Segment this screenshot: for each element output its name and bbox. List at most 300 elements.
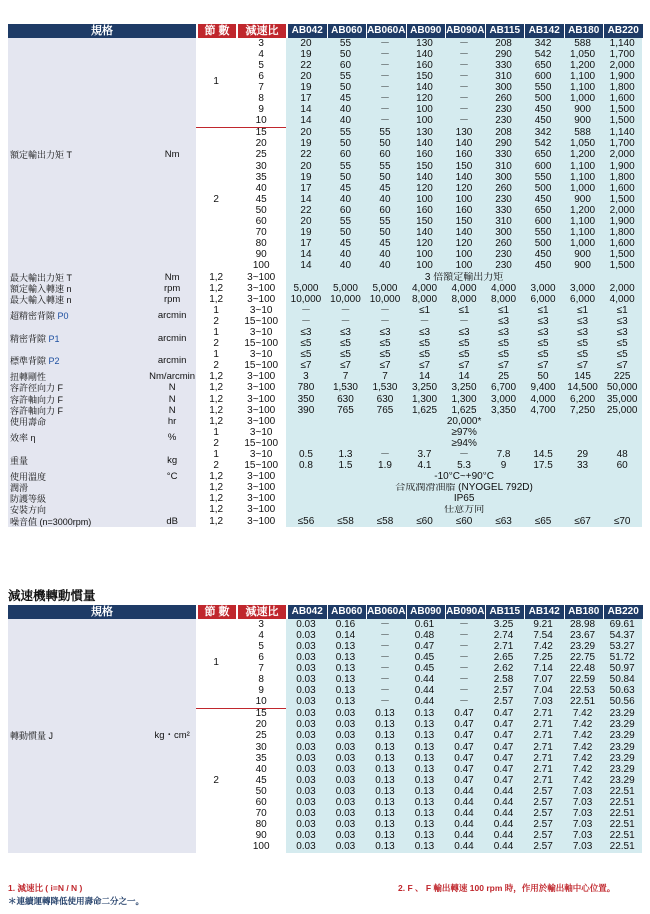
value-cell: 8,000 [484, 294, 524, 305]
value-cell: 0.44 [444, 842, 484, 853]
ratio-cell: 3~10 [236, 350, 286, 361]
value-cell: 0.13 [405, 731, 445, 742]
value-cell: 542 [523, 49, 563, 60]
value-cell: 310 [484, 217, 524, 228]
value-cell: 1,100 [563, 71, 603, 82]
ratio-cell: 45 [236, 775, 286, 786]
value-cell: 260 [484, 93, 524, 104]
value-cell: 20 [286, 71, 326, 82]
value-cell: 1,800 [602, 172, 642, 183]
value-cell: 0.13 [405, 831, 445, 842]
inertia-label: 轉動慣量 J [8, 619, 148, 853]
value-cell: 19 [286, 82, 326, 93]
value-cell: ≤7 [602, 361, 642, 372]
value-cell: 450 [523, 105, 563, 116]
value-cell: 2.71 [523, 720, 563, 731]
value-cell: 55 [326, 71, 366, 82]
value-cell: 1,500 [602, 194, 642, 205]
value-cell: 0.03 [286, 764, 326, 775]
value-cell: 100 [405, 261, 445, 272]
value-cell: 55 [326, 217, 366, 228]
value-cell: 0.03 [326, 708, 366, 720]
value-cell: 2.71 [523, 731, 563, 742]
value-cell: 10,000 [365, 294, 405, 305]
value-cell: 120 [405, 183, 445, 194]
value-cell: 1,600 [602, 239, 642, 250]
value-cell: － [444, 82, 484, 93]
value-cell: ≤3 [365, 327, 405, 338]
stage-cell: 1 [196, 619, 236, 708]
value-cell: 500 [523, 183, 563, 194]
value-cell: ≤5 [326, 339, 366, 350]
value-cell: 650 [523, 60, 563, 71]
value-cell: ≤7 [523, 361, 563, 372]
value-cell: ≤65 [523, 516, 563, 527]
header-model: AB142 [525, 605, 564, 619]
value-cell: － [365, 49, 405, 60]
value-cell: － [444, 652, 484, 663]
value-cell: 2.71 [523, 775, 563, 786]
value-cell: 23.29 [602, 731, 642, 742]
table-row [8, 449, 642, 460]
value-cell: ≤3 [444, 327, 484, 338]
value-cell: 1,000 [563, 239, 603, 250]
stage-cell: 1,2 [196, 394, 236, 405]
value-cell: 23.29 [602, 742, 642, 753]
value-cell: 140 [444, 172, 484, 183]
value-cell: 0.44 [484, 820, 524, 831]
value-cell: 1.5 [326, 461, 366, 472]
value-cell: 1,500 [602, 250, 642, 261]
value-cell: ≤5 [484, 350, 524, 361]
value-cell: ≤3 [484, 316, 524, 327]
backlash-unit: arcmin [148, 350, 196, 372]
value-cell: 1,500 [602, 261, 642, 272]
value-cell: 2.57 [484, 686, 524, 697]
header-model: AB042 [288, 24, 327, 38]
value-cell: 0.13 [405, 708, 445, 720]
value-cell: 7.42 [563, 731, 603, 742]
ratio-cell: 15~100 [236, 361, 286, 372]
value-cell: 48 [602, 449, 642, 460]
ratio-cell: 3~100 [236, 416, 286, 427]
value-cell: 40 [326, 105, 366, 116]
value-cell: ≤7 [563, 361, 603, 372]
value-cell: － [444, 116, 484, 128]
table-row [8, 483, 642, 494]
value-cell: 7.07 [523, 674, 563, 685]
value-cell: 0.03 [286, 641, 326, 652]
value-cell: 22.51 [602, 809, 642, 820]
spec-unit: Nm/arcmin [149, 371, 196, 383]
value-cell: 0.13 [365, 820, 405, 831]
value-cell: 1,050 [563, 139, 603, 150]
value-cell: － [365, 38, 405, 49]
value-cell: 9.21 [523, 619, 563, 630]
value-cell: 900 [563, 116, 603, 128]
value-cell: 0.03 [286, 720, 326, 731]
value-cell: 160 [405, 205, 445, 216]
efficiency-label: 效率 η [8, 427, 148, 449]
value-cell: ≤67 [563, 516, 603, 527]
value-cell: 550 [523, 82, 563, 93]
header-spec: 規格 [8, 605, 196, 619]
ratio-cell: 90 [236, 250, 286, 261]
value-cell: ≤3 [405, 327, 445, 338]
value-cell: ≤5 [444, 350, 484, 361]
value-cell: 1,200 [563, 150, 603, 161]
torque-unit: Nm [148, 38, 196, 272]
value-cell: 2.57 [484, 697, 524, 709]
value-cell: 7.03 [563, 842, 603, 853]
value-cell: 60 [326, 60, 366, 71]
value-cell: 0.03 [286, 731, 326, 742]
value-cell: ≤56 [286, 516, 326, 527]
value-cell: 0.13 [326, 663, 366, 674]
value-cell: 550 [523, 228, 563, 239]
value-cell: 208 [484, 38, 524, 49]
ratio-cell: 15~100 [236, 461, 286, 472]
spec-label: 噪音值 (n=3000rpm) [8, 516, 148, 527]
value-cell: 40 [326, 261, 366, 272]
value-cell: － [444, 630, 484, 641]
value-cell: 45 [365, 239, 405, 250]
stage-cell: 1 [196, 38, 236, 127]
value-cell: 1,625 [444, 405, 484, 416]
value-cell: 10,000 [326, 294, 366, 305]
value-cell: 0.44 [405, 674, 445, 685]
stage-cell: 1,2 [196, 283, 236, 294]
value-cell: 0.03 [286, 798, 326, 809]
ratio-cell: 70 [236, 809, 286, 820]
spec-unit [148, 494, 196, 505]
value-cell: 0.13 [326, 697, 366, 709]
table-row [8, 472, 642, 483]
value-cell: 1,140 [602, 38, 642, 49]
value-cell: － [444, 105, 484, 116]
value-cell: － [365, 71, 405, 82]
value-cell: － [444, 641, 484, 652]
value-cell: 150 [444, 161, 484, 172]
value-cell: 29 [563, 449, 603, 460]
value-cell: 17 [286, 239, 326, 250]
value-cell: 8,000 [405, 294, 445, 305]
value-cell: 1,300 [405, 394, 445, 405]
value-cell: 140 [444, 228, 484, 239]
value-cell: 1,100 [563, 161, 603, 172]
value-cell: 25,000 [602, 405, 642, 416]
value-cell: 50.56 [602, 697, 642, 709]
table-row [8, 505, 642, 516]
value-cell: 7.25 [523, 652, 563, 663]
value-cell: 10,000 [286, 294, 326, 305]
value-cell: 600 [523, 71, 563, 82]
value-cell: 330 [484, 60, 524, 71]
value-cell: 0.13 [365, 798, 405, 809]
value-cell: 350 [286, 394, 326, 405]
value-cell: 0.13 [405, 720, 445, 731]
value-cell: 23.29 [563, 641, 603, 652]
value-cell: 4,700 [523, 405, 563, 416]
value-cell: 542 [523, 139, 563, 150]
ratio-cell: 60 [236, 798, 286, 809]
value-cell: 7.03 [563, 798, 603, 809]
value-cell: ≤7 [326, 361, 366, 372]
ratio-cell: 3 [236, 38, 286, 49]
value-cell: 19 [286, 228, 326, 239]
ratio-cell: 35 [236, 172, 286, 183]
value-cell: 260 [484, 239, 524, 250]
value-cell: 0.44 [484, 831, 524, 842]
table-row [8, 427, 642, 438]
header-model: AB090 [407, 605, 446, 619]
value-cell: 0.03 [286, 775, 326, 786]
value-cell: 50 [326, 49, 366, 60]
value-cell: 4,000 [405, 283, 445, 294]
ratio-cell: 40 [236, 183, 286, 194]
table-row [8, 405, 642, 416]
value-cell: 290 [484, 49, 524, 60]
value-cell: 14.5 [523, 449, 563, 460]
value-cell: 130 [405, 127, 445, 139]
value-cell: 300 [484, 228, 524, 239]
footnote-ratio: 1. 減速比 ( i=N / N ) [8, 883, 83, 893]
value-cell: 22.59 [563, 674, 603, 685]
value-cell: 120 [405, 93, 445, 104]
value-cell: 0.03 [326, 775, 366, 786]
spec-label: 最大輸入轉速 n [8, 294, 148, 305]
value-cell: 6,000 [523, 294, 563, 305]
spec-label: 容許軸向力 F [8, 394, 148, 405]
header-ratio: 減速比 [238, 605, 286, 619]
ratio-cell: 100 [236, 261, 286, 272]
value-cell: 0.44 [484, 798, 524, 809]
value-cell: ≥94% [286, 438, 642, 449]
stage-cell: 1 [196, 449, 236, 460]
value-cell: 7.42 [563, 720, 603, 731]
ratio-cell: 3~10 [236, 327, 286, 338]
value-cell: 0.03 [326, 831, 366, 842]
value-cell: 50,000 [602, 383, 642, 394]
value-cell: 230 [484, 105, 524, 116]
value-cell: 0.13 [405, 820, 445, 831]
value-cell: － [444, 49, 484, 60]
value-cell: 33 [563, 461, 603, 472]
value-cell: 230 [484, 194, 524, 205]
value-cell: 3,000 [523, 283, 563, 294]
value-cell: ≤58 [326, 516, 366, 527]
value-cell: ≤5 [602, 350, 642, 361]
value-cell: 22.51 [602, 798, 642, 809]
ratio-cell: 3~100 [236, 505, 286, 516]
value-cell: 0.03 [326, 786, 366, 797]
value-cell: 55 [326, 38, 366, 49]
value-cell: ≤5 [405, 339, 445, 350]
value-cell: 22 [286, 150, 326, 161]
value-cell: 22 [286, 60, 326, 71]
table-row [8, 38, 642, 49]
value-cell: 300 [484, 82, 524, 93]
value-cell: ≤3 [523, 327, 563, 338]
value-cell: 0.44 [484, 809, 524, 820]
spec-value: -10°C~+90°C [286, 472, 642, 483]
value-cell: 1,200 [563, 205, 603, 216]
value-cell: － [365, 619, 405, 630]
ratio-cell: 5 [236, 641, 286, 652]
table-row [8, 619, 642, 630]
value-cell: － [444, 316, 484, 327]
value-cell: 69.61 [602, 619, 642, 630]
value-cell: 14 [286, 250, 326, 261]
value-cell: 0.13 [365, 753, 405, 764]
value-cell: 0.47 [444, 764, 484, 775]
value-cell: 2.71 [523, 753, 563, 764]
ratio-cell: 3~10 [236, 427, 286, 438]
value-cell: 342 [523, 127, 563, 139]
value-cell: 900 [563, 194, 603, 205]
ratio-cell: 10 [236, 116, 286, 128]
spec-label: 潤滑 [8, 483, 148, 494]
header-model: AB060A [367, 25, 406, 36]
value-cell: ≤3 [602, 327, 642, 338]
value-cell: 0.13 [405, 764, 445, 775]
value-cell: 7.04 [523, 686, 563, 697]
value-cell: 260 [484, 183, 524, 194]
value-cell: 0.13 [326, 652, 366, 663]
value-cell: 100 [444, 250, 484, 261]
value-cell: 19 [286, 139, 326, 150]
value-cell: ≤1 [563, 305, 603, 316]
value-cell: 120 [405, 239, 445, 250]
value-cell: 5.3 [444, 461, 484, 472]
value-cell: 130 [444, 127, 484, 139]
spec-label: 使用溫度 [8, 472, 148, 483]
value-cell: － [365, 105, 405, 116]
value-cell: 1,100 [563, 82, 603, 93]
value-cell: － [365, 641, 405, 652]
value-cell: 100 [405, 194, 445, 205]
value-cell: ≤3 [326, 327, 366, 338]
value-cell: ≤1 [602, 305, 642, 316]
value-cell: 2.57 [523, 786, 563, 797]
value-cell: 23.29 [602, 708, 642, 720]
value-cell: 630 [326, 394, 366, 405]
value-cell: 3.7 [405, 449, 445, 460]
value-cell: 0.03 [286, 686, 326, 697]
value-cell: 100 [444, 194, 484, 205]
value-cell: 7.03 [563, 809, 603, 820]
value-cell: 150 [405, 71, 445, 82]
value-cell: 22.51 [602, 831, 642, 842]
stage-cell: 1,2 [196, 383, 236, 394]
value-cell: 60 [365, 150, 405, 161]
spec-label: 安裝方向 [8, 505, 148, 516]
value-cell: 3,000 [484, 394, 524, 405]
ratio-cell: 30 [236, 161, 286, 172]
value-cell: 160 [405, 60, 445, 71]
value-cell: ≤70 [602, 516, 642, 527]
backlash-unit: arcmin [148, 305, 196, 327]
value-cell: ≤7 [405, 361, 445, 372]
value-cell: 0.03 [286, 674, 326, 685]
value-cell: 7.14 [523, 663, 563, 674]
ratio-cell: 4 [236, 630, 286, 641]
value-cell: － [365, 697, 405, 709]
ratio-cell: 3~100 [236, 283, 286, 294]
value-cell: － [444, 38, 484, 49]
value-cell: 1,900 [602, 161, 642, 172]
header-model: AB060 [328, 605, 367, 619]
stage-cell: 2 [196, 127, 236, 272]
value-cell: 140 [405, 172, 445, 183]
value-cell: 25 [484, 372, 524, 383]
value-cell: 4,000 [484, 283, 524, 294]
spec-label: 容許軸向力 F [8, 405, 148, 416]
value-cell: － [405, 316, 445, 327]
header-model: AB180 [565, 24, 604, 38]
value-cell: 7.42 [563, 775, 603, 786]
value-cell: 500 [523, 93, 563, 104]
value-cell: 17.5 [523, 461, 563, 472]
value-cell: 0.47 [444, 720, 484, 731]
backlash-label: 標準背隙 P2 [8, 350, 148, 372]
value-cell: 0.03 [286, 842, 326, 853]
spec-label: 使用壽命 [8, 416, 148, 427]
value-cell: 2,000 [602, 205, 642, 216]
ratio-cell: 45 [236, 194, 286, 205]
ratio-cell: 3~100 [236, 372, 286, 383]
value-cell: ≤5 [286, 350, 326, 361]
value-cell: － [365, 449, 405, 460]
value-cell: － [286, 316, 326, 327]
ratio-cell: 7 [236, 82, 286, 93]
value-cell: 0.45 [405, 663, 445, 674]
value-cell: 4,000 [523, 394, 563, 405]
value-cell: 330 [484, 150, 524, 161]
value-cell: 60 [326, 150, 366, 161]
value-cell: 0.47 [484, 742, 524, 753]
spec-unit: N [148, 405, 196, 416]
value-cell: 100 [405, 105, 445, 116]
value-cell: 450 [523, 116, 563, 128]
value-cell: 22.51 [602, 820, 642, 831]
value-cell: 160 [444, 150, 484, 161]
value-cell: 300 [484, 172, 524, 183]
value-cell: ≤7 [484, 361, 524, 372]
value-cell: 7 [365, 372, 405, 383]
value-cell: 208 [484, 127, 524, 139]
value-cell: 22.48 [563, 663, 603, 674]
value-cell: 1,600 [602, 93, 642, 104]
value-cell: 0.03 [326, 753, 366, 764]
value-cell: 1,100 [563, 217, 603, 228]
value-cell: － [444, 686, 484, 697]
ratio-cell: 8 [236, 674, 286, 685]
table-row [8, 327, 642, 338]
spec-unit: rpm [148, 294, 196, 305]
ratio-cell: 3~100 [236, 405, 286, 416]
value-cell: － [365, 630, 405, 641]
value-cell: 51.72 [602, 652, 642, 663]
value-cell: 0.47 [405, 641, 445, 652]
value-cell: 22.51 [563, 697, 603, 709]
value-cell: ≤5 [405, 350, 445, 361]
value-cell: 2.74 [484, 630, 524, 641]
value-cell: 50.63 [602, 686, 642, 697]
ratio-cell: 60 [236, 217, 286, 228]
value-cell: ≤7 [365, 361, 405, 372]
value-cell: 40 [326, 194, 366, 205]
